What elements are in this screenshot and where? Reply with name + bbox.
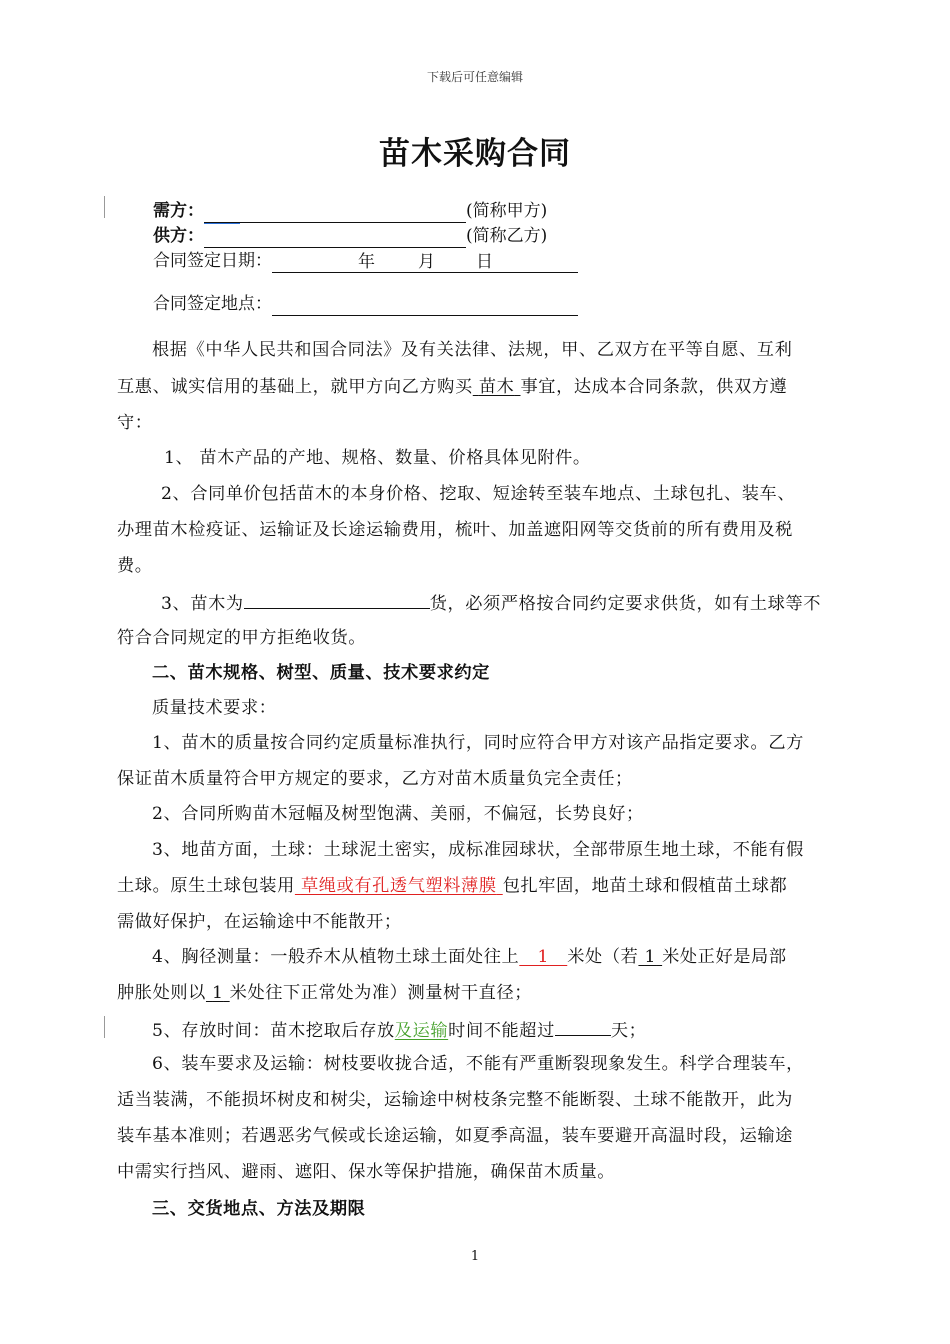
clause-2-line: 费。 (117, 556, 153, 576)
seller-row (153, 224, 547, 248)
quality-item-2: 2、合同所购苗木冠幅及树型饱满、美丽，不偏冠，长势良好； (152, 804, 644, 824)
quality-text: 4、胸径测量：一般乔木从植物土球土面处往上 (152, 947, 520, 967)
quality-item-3 (117, 874, 787, 898)
clause-2-line: 办理苗木检疫证、运输证及长途运输费用，梳叶、加盖遮阳网等交货前的所有费用及税 (117, 520, 793, 540)
measure-height-value: 1 (212, 983, 224, 1003)
quality-text: 肿胀处则以 (117, 983, 206, 1003)
date-input[interactable] (272, 252, 578, 273)
packaging-material: 草绳或有孔透气塑料薄膜 (300, 876, 497, 896)
quality-text: 包扎牢固，地苗土球和假植苗土球都 (502, 876, 788, 896)
page-title: 苗木采购合同 (379, 136, 571, 172)
section-2-subheading: 质量技术要求： (152, 698, 277, 718)
quality-item-6: 中需实行挡风、避雨、遮阳、保水等保护措施，确保苗木质量。 (117, 1162, 616, 1182)
date-day: 日 (476, 252, 493, 272)
quality-text: 土球。原生土球包装用 (117, 876, 295, 896)
storage-days-input[interactable] (555, 1017, 611, 1036)
clause-3-text: 货，必须严格按合同约定要求供货，如有土球等不 (429, 594, 822, 614)
quality-text: 时间不能超过 (448, 1021, 555, 1041)
quality-item-4 (152, 945, 787, 969)
place-input[interactable] (272, 295, 578, 316)
clause-1: 1、 苗木产品的产地、规格、数量、价格具体见附件。 (164, 448, 591, 468)
intro-line: 根据《中华人民共和国合同法》及有关法律、法规，甲、乙双方在平等自愿、互利 (152, 340, 793, 360)
measure-height-value: 1 (537, 947, 550, 967)
seller-label: 供方： (153, 226, 204, 246)
measure-height-value: 1 (644, 947, 657, 967)
buyer-row (153, 199, 547, 223)
date-month: 月 (418, 252, 435, 272)
date-year: 年 (358, 252, 375, 272)
goods-type-input[interactable] (244, 590, 430, 609)
date-label: 合同签定日期： (153, 251, 272, 271)
page-number: 1 (470, 1249, 480, 1264)
clause-3-text: 3、苗木为 (161, 594, 244, 614)
quality-item-3: 需做好保护，在运输途中不能散开； (117, 912, 402, 932)
quality-item-3: 3、地苗方面，土球：土球泥土密实，成标准园球状，全部带原生地土球，不能有假 (152, 840, 804, 860)
quality-item-1: 保证苗木质量符合甲方规定的要求，乙方对苗木质量负完全责任； (117, 769, 633, 789)
intro-text: 互惠、诚实信用的基础上，就甲方向乙方购买 (117, 377, 473, 397)
section-2-heading: 二、苗木规格、树型、质量、技术要求约定 (152, 663, 490, 683)
place-row (153, 292, 578, 316)
clause-3-line (161, 590, 821, 616)
seller-input[interactable] (204, 227, 466, 248)
purchase-item: 苗木 (478, 377, 515, 397)
quality-text: 米处正好是局部 (662, 947, 787, 967)
date-row (153, 249, 578, 273)
quality-text: 5、存放时间：苗木挖取后存放 (152, 1021, 395, 1041)
header-note: 下载后可任意编辑 (426, 70, 523, 84)
quality-item-6: 适当装满，不能损坏树皮和树尖，运输途中树枝条完整不能断裂、土球不能散开，此为 (117, 1090, 793, 1110)
section-3-heading: 三、交货地点、方法及期限 (152, 1199, 366, 1219)
clause-2-line: 2、合同单价包括苗木的本身价格、挖取、短途转至装车地点、土球包扎、装车、 (161, 484, 796, 504)
quality-text: 米处往下正常处为准）测量树干直径； (229, 983, 533, 1003)
buyer-input[interactable] (204, 202, 466, 223)
quality-item-4 (117, 981, 532, 1005)
quality-item-1: 1、苗木的质量按合同约定质量标准执行，同时应符合甲方对该产品指定要求。乙方 (152, 733, 804, 753)
seller-suffix: (简称乙方) (466, 226, 548, 246)
intro-line (117, 375, 787, 399)
quality-text: 米处（若 (567, 947, 639, 967)
quality-item-6: 6、装车要求及运输：树枝要收拢合适，不能有严重断裂现象发生。科学合理装车， (152, 1054, 804, 1074)
place-label: 合同签定地点： (153, 294, 272, 314)
margin-change-mark (104, 196, 105, 218)
quality-text: 天； (610, 1021, 647, 1041)
buyer-suffix: (简称甲方) (466, 201, 548, 221)
quality-item-5 (152, 1017, 646, 1043)
buyer-label: 需方： (153, 201, 204, 221)
quality-item-6: 装车基本准则；若遇恶劣气候或长途运输，如夏季高温，装车要避开高温时段，运输途 (117, 1126, 793, 1146)
intro-line: 守： (117, 413, 153, 433)
transport-insertion: 及运输 (394, 1021, 449, 1041)
margin-change-mark (104, 1016, 105, 1038)
clause-3-line: 符合合同规定的甲方拒绝收货。 (117, 628, 367, 648)
intro-text: 事宜，达成本合同条款，供双方遵 (520, 377, 788, 397)
